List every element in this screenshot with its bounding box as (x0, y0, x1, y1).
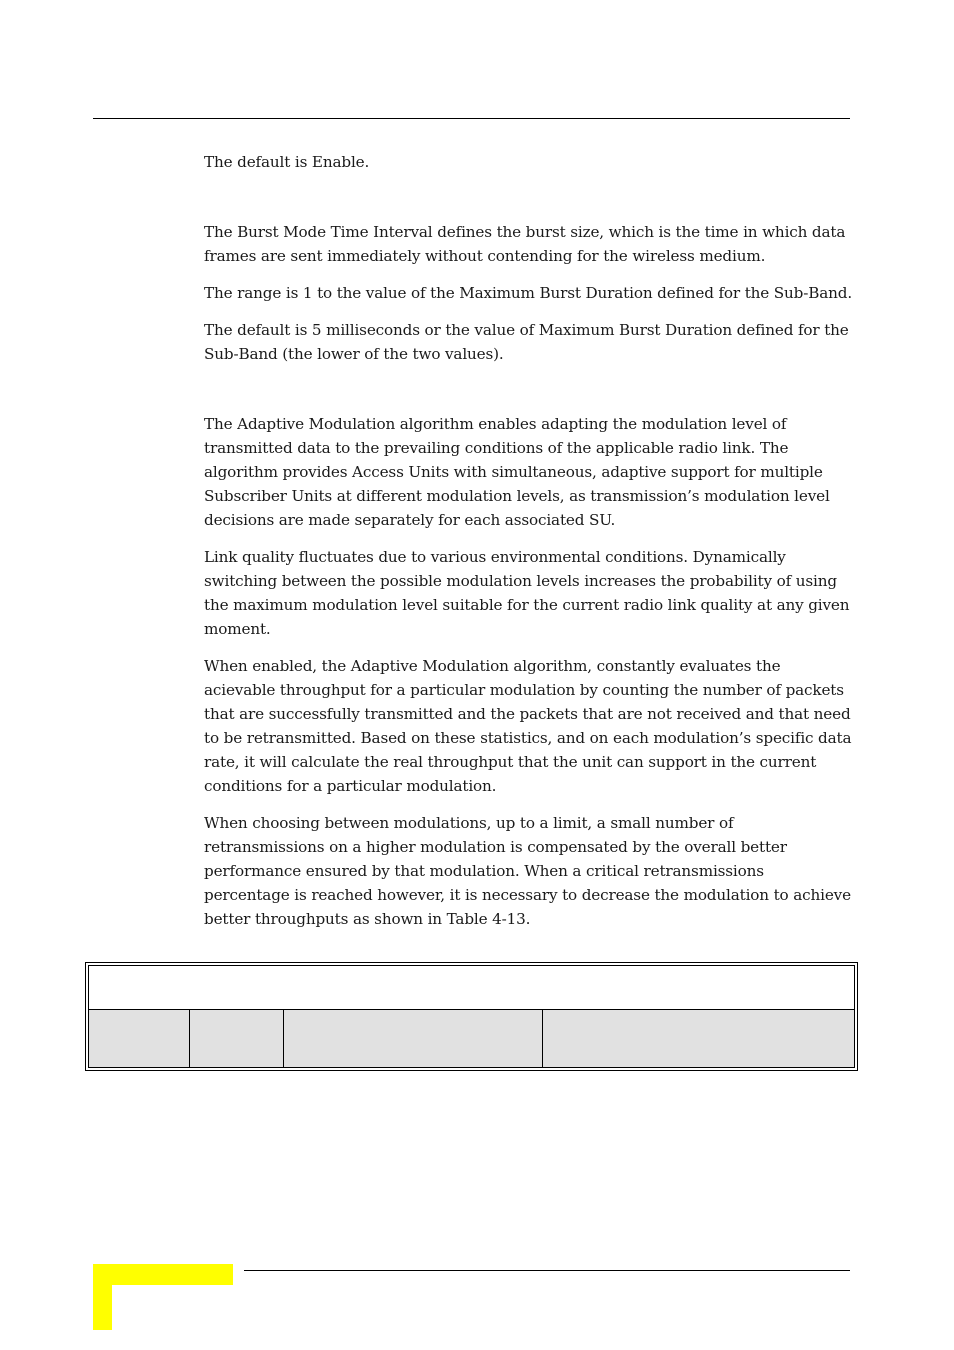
header-rule (93, 118, 850, 119)
paragraph-algorithm-evaluation: When enabled, the Adaptive Modulation algorithm, constantly evaluates the acievable throughput for a particular modulation by counting the number of packets that are successfully transmitted and the packets that are not received and that need to be retransmitted. Based on these statistics, and on each modulation’s specific data rate, it will calculate the real throughput that the unit can support in the current conditions for a particular modulation. (204, 657, 852, 795)
paragraph-choosing-modulations: When choosing between modulations, up to a limit, a small number of retransmissions on a higher modulation is compensated by the overall better performance ensured by that modulation. When a critical retransmissions percentage is reached however, it is necessary to decrease the modulation to achieve better throughputs as shown in Table 4-13. (204, 814, 851, 928)
paragraph-burst-interval: The Burst Mode Time Interval defines the burst size, which is the time in which data frames are sent immediately without contending for the wireless medium. (204, 223, 846, 265)
footer-rule (244, 1270, 850, 1271)
body-text (204, 150, 854, 931)
table-inner-border (88, 965, 855, 1068)
paragraph-link-quality: Link quality fluctuates due to various environmental conditions. Dynamically switching between the possible modulation levels increases the probability of using the maximum modulation level suitable for the current radio link quality at any given moment. (204, 548, 850, 638)
paragraph-adaptive-modulation: The Adaptive Modulation algorithm enables adapting the modulation level of transmitted data to the prevailing conditions of the applicable radio link. The algorithm provides Access Units with simultaneous, adaptive support for multiple Subscriber Units at different modulation levels, as transmission’s modulation level decisions are made separately for each associated SU. (204, 415, 830, 529)
footer-accent-horizontal (93, 1264, 233, 1285)
table-caption-row (89, 966, 854, 1010)
table-header-cell (89, 1010, 190, 1067)
table-4-13 (85, 962, 858, 1071)
paragraph-default-enable: The default is Enable. (204, 153, 370, 171)
paragraph-burst-default: The default is 5 milliseconds or the value of Maximum Burst Duration defined for the Sub-Band (the lower of the two values). (204, 321, 849, 363)
table-header-cell (190, 1010, 284, 1067)
table-header-cell (284, 1010, 543, 1067)
table-header-cell (543, 1010, 854, 1067)
paragraph-burst-range: The range is 1 to the value of the Maximum Burst Duration defined for the Sub-Band. (204, 284, 853, 302)
table-header-row (89, 1010, 854, 1067)
